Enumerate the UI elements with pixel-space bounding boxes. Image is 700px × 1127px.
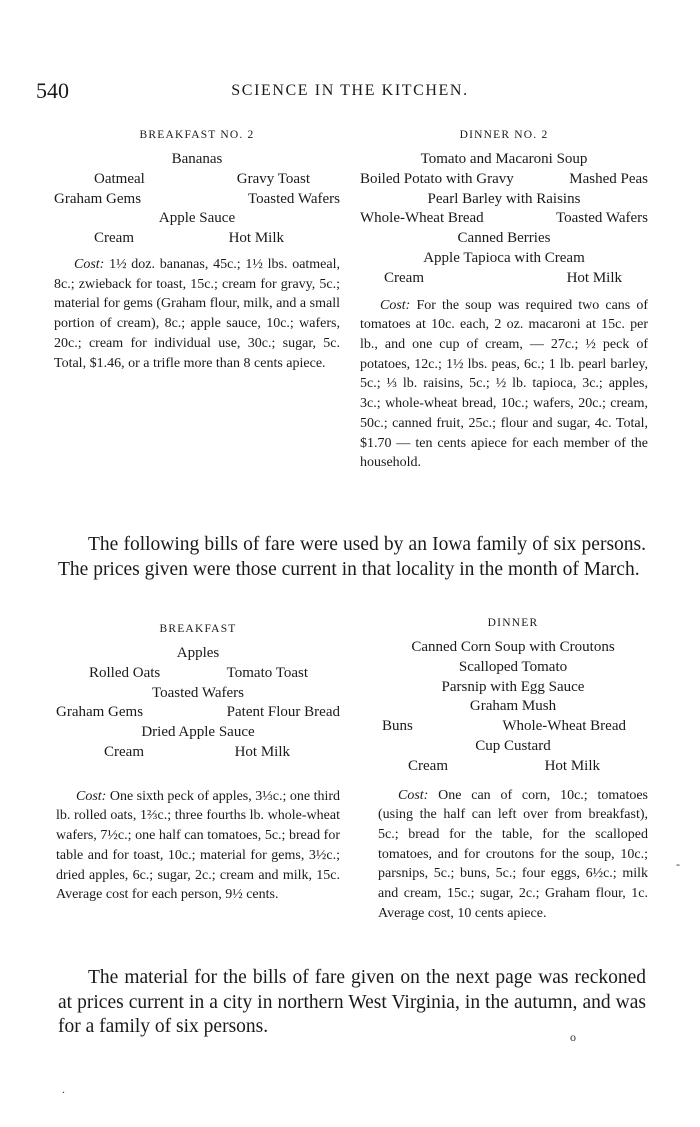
cost-paragraph	[54, 255, 340, 373]
menu-row	[56, 664, 340, 684]
menu-row	[56, 703, 340, 723]
stray-mark: -	[676, 857, 680, 871]
menu-item: Boiled Potato with Gravy	[360, 170, 514, 187]
menu-item: Toasted Wafers	[151, 684, 244, 701]
menu-item: Bananas	[171, 151, 223, 167]
menu-row	[54, 170, 340, 190]
page-header	[0, 78, 700, 108]
menu-list	[56, 644, 340, 763]
menu-item: Buns	[382, 718, 413, 735]
iowa-breakfast-section	[56, 622, 340, 905]
menu-row	[54, 229, 340, 249]
dinner-no2-section	[360, 128, 648, 473]
cost-label: Cost:	[76, 788, 107, 804]
section-heading: BREAKFAST	[159, 623, 237, 635]
menu-list	[360, 150, 648, 289]
menu-item: Whole-Wheat Bread	[502, 718, 626, 735]
cost-label: Cost:	[398, 787, 429, 803]
menu-row	[56, 743, 340, 763]
menu-item: Apples	[176, 645, 220, 661]
menu-item: Toasted Wafers	[247, 190, 340, 207]
menu-item: Mashed Peas	[569, 170, 648, 187]
menu-item: Tomato and Macaroni Soup	[420, 151, 588, 167]
menu-item: Toasted Wafers	[555, 210, 648, 227]
cost-text: 1½ doz. bananas, 45c.; 1½ lbs. oatmeal, 8c.; zwieback for toast, 15c.; cream for gravy, 5c.; material for gems (Graham flour, milk, and a small portion of cream), 8c.; apple sauce, 10c.; wafers, 20c.; cream for individual use, 30c.; sugar, 5c. Total, $1.46, or a trifle more than 8 cents apiece.	[54, 256, 340, 371]
cost-paragraph	[378, 786, 648, 924]
menu-item: Parsnip with Egg Sauce	[441, 678, 585, 695]
page-number: 540	[36, 78, 69, 103]
cost-label: Cost:	[74, 256, 105, 272]
stray-mark: .	[62, 1082, 65, 1096]
menu-item: Apple Sauce	[158, 210, 236, 227]
menu-item: Rolled Oats	[89, 664, 161, 681]
section-heading: BREAKFAST NO. 2	[139, 129, 255, 141]
section-heading: DINNER	[487, 617, 539, 629]
menu-item: Graham Gems	[56, 704, 144, 721]
menu-item: Cup Custard	[475, 737, 551, 754]
menu-item: Cream	[384, 269, 424, 286]
menu-item: Canned Berries	[457, 230, 551, 247]
running-title: SCIENCE IN THE KITCHEN.	[231, 82, 469, 99]
menu-item: Patent Flour Bread	[226, 704, 340, 721]
menu-row	[54, 190, 340, 210]
menu-row	[378, 757, 648, 777]
cost-text: For the soup was required two cans of tomatoes at 10c. each, 2 oz. macaroni at 15c. per lb., and one cup of cream, — 27c.; ½ peck of potatoes, 12c.; 1½ lbs. peas, 6c.; 1 lb. pearl barley, 5c.; ⅓ lb. raisins, 5c.; ½ lb. tapioca, 3c.; apples, 3c.; whole-wheat bread, 10c.; wafers, 20c.; cream, 50c.; canned fruit, 25c.; flour and sugar, 4c. Total, $1.70 — ten cents apiece for each member of the household.	[360, 297, 649, 471]
menu-item: Graham Gems	[54, 190, 142, 207]
menu-row	[360, 269, 648, 289]
menu-item: Whole-Wheat Bread	[360, 210, 484, 227]
intro-paragraph: The following bills of fare were used by an Iowa family of six persons. The prices given were those current in that locality in the month of March.	[58, 534, 646, 580]
menu-item: Hot Milk	[234, 743, 290, 760]
menu-row	[360, 170, 648, 190]
cost-paragraph	[360, 296, 648, 473]
section-heading: DINNER NO. 2	[459, 129, 549, 141]
menu-item: Pearl Barley with Raisins	[427, 190, 581, 207]
menu-list	[54, 150, 340, 249]
menu-item: Tomato Toast	[226, 664, 308, 681]
menu-item: Hot Milk	[228, 230, 284, 247]
cost-text: One sixth peck of apples, 3⅓c.; one third lb. rolled oats, 1⅔c.; three fourths lb. whole-wheat wafers, 7½c.; one half can tomatoes, 5c.; bread for table and for toast, 10c.; material for gems, 3½c.; dried apples, 6c.; sugar, 2c.; cream and milk, 15c. Average cost for each person, 9½ cents.	[56, 788, 341, 903]
stray-mark: o	[570, 1030, 576, 1044]
menu-item: Cream	[94, 230, 134, 247]
menu-item: Canned Corn Soup with Croutons	[411, 639, 615, 655]
menu-list	[378, 638, 648, 777]
cost-paragraph	[56, 787, 340, 905]
menu-item: Dried Apple Sauce	[141, 724, 255, 741]
menu-row	[360, 209, 648, 229]
menu-item: Cream	[408, 757, 448, 774]
menu-item: Hot Milk	[544, 757, 600, 774]
menu-item: Graham Mush	[469, 698, 557, 715]
iowa-dinner-section	[378, 616, 648, 924]
menu-item: Apple Tapioca with Cream	[423, 249, 585, 266]
cost-label: Cost:	[380, 297, 411, 313]
menu-item: Hot Milk	[566, 269, 622, 286]
menu-row	[378, 717, 648, 737]
menu-item: Gravy Toast	[236, 170, 310, 187]
closing-paragraph: The material for the bills of fare given on the next page was reckoned at prices current in a city in northern West Virginia, in the autumn, and was for a family of six persons.	[58, 967, 646, 1037]
menu-item: Cream	[104, 743, 144, 760]
cost-text: One can of corn, 10c.; tomatoes (using the half can left over from breakfast), 5c.; bread for the table, for the scalloped tomatoes, and for croutons for the soup, 10c.; parsnips, 5c.; buns, 5c.; four eggs, 6½c.; milk and cream, 15c.; sugar, 2c.; Graham flour, 1c. Average cost, 10 cents apiece.	[378, 787, 648, 921]
menu-item: Oatmeal	[94, 170, 145, 187]
menu-item: Scalloped Tomato	[458, 658, 568, 675]
breakfast-no2-section	[54, 128, 340, 373]
